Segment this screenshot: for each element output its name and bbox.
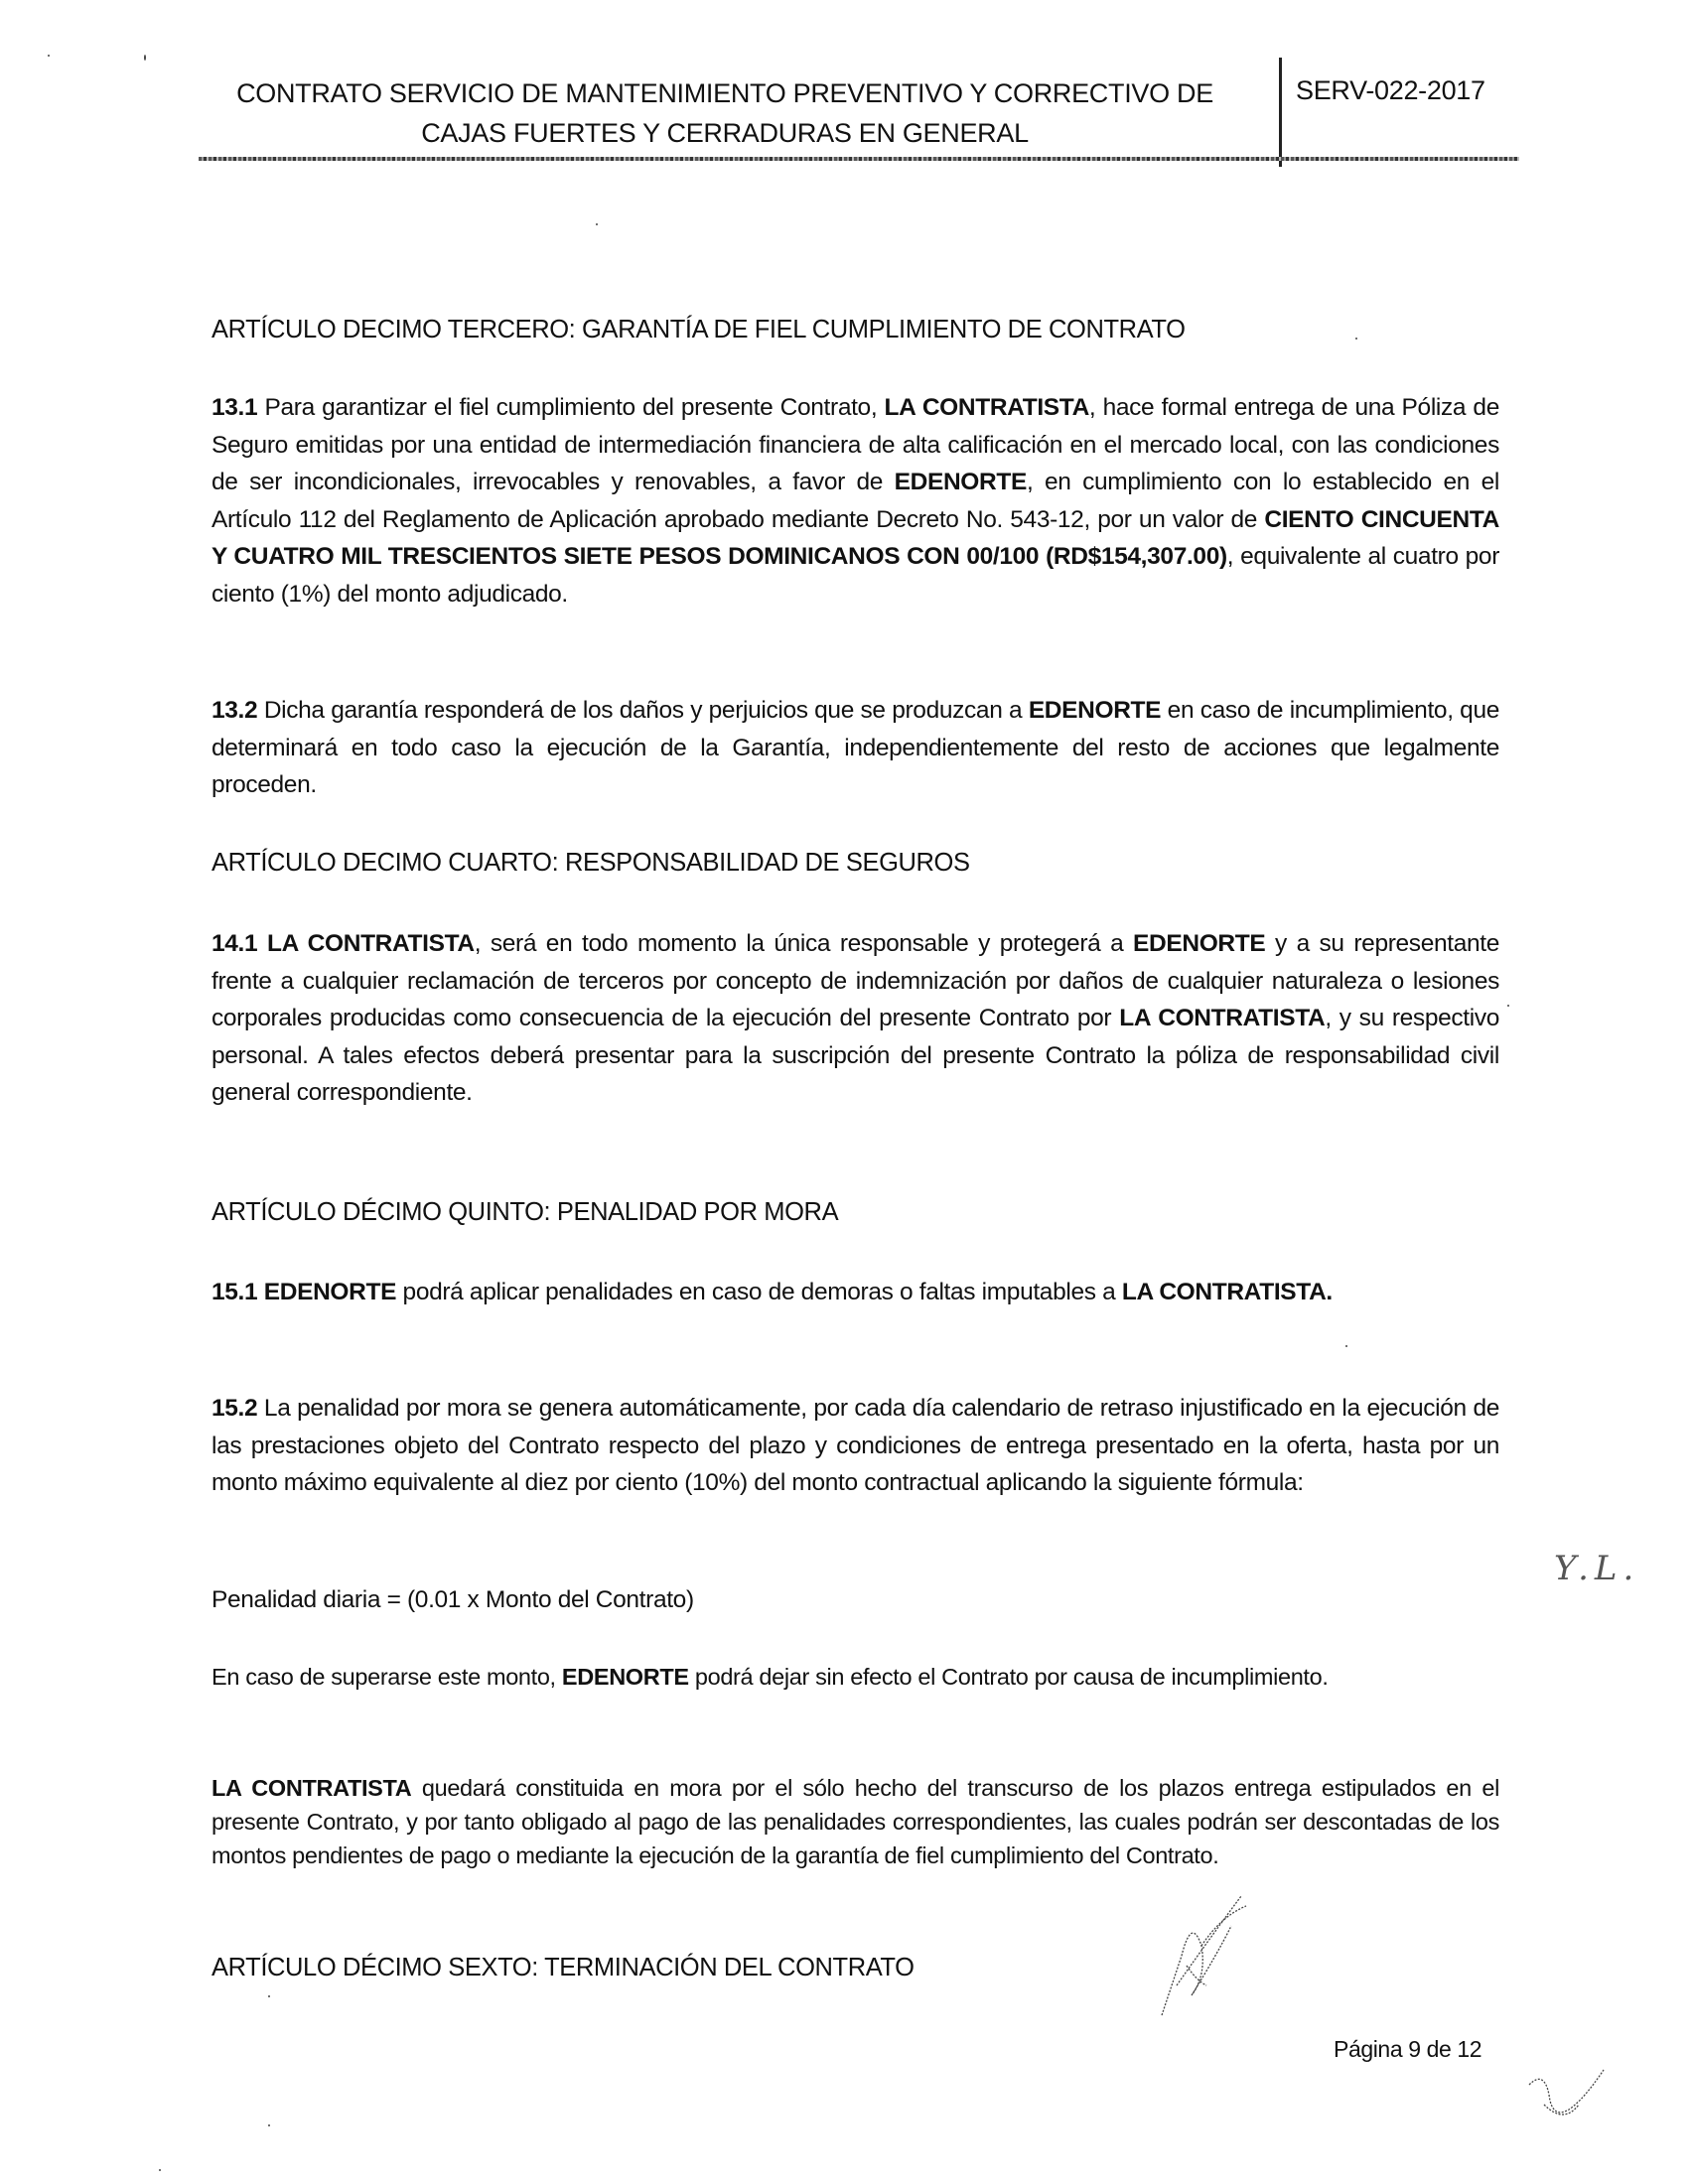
clause-15-2 bbox=[212, 1390, 1499, 1502]
clause-number: 13.1 bbox=[212, 394, 258, 421]
party-name: EDENORTE bbox=[257, 1279, 397, 1305]
clause-number: 15.1 bbox=[212, 1279, 258, 1305]
scan-speck bbox=[268, 1995, 270, 1997]
clause-number: 15.2 bbox=[212, 1395, 258, 1422]
clause-text: , en cumplimiento con lo establecido en el Artículo 112 del Reglamento de Aplicación aprobado mediante Decreto No. 543-12, por un valor de bbox=[212, 469, 1499, 533]
clause-text: podrá aplicar penalidades en caso de demoras o faltas imputables a bbox=[396, 1279, 1122, 1305]
clause-text: , y su respectivo personal. A tales efectos deberá presentar para la suscripción del presente Contrato la póliza de responsabilidad civil general correspondiente. bbox=[212, 1005, 1499, 1106]
header-separator bbox=[1279, 58, 1282, 167]
clause-number: 14.1 bbox=[212, 930, 258, 957]
header-title-line2: CAJAS FUERTES Y CERRADURAS EN GENERAL bbox=[421, 118, 1029, 148]
clause-13-2 bbox=[212, 692, 1499, 804]
clause-text: En caso de superarse este monto, bbox=[212, 1664, 562, 1690]
party-name: LA CONTRATISTA bbox=[1119, 1005, 1326, 1031]
scan-speck bbox=[1507, 1005, 1509, 1007]
penalty-formula: Penalidad diaria = (0.01 x Monto del Contrato) bbox=[212, 1586, 694, 1613]
clause-text: podrá dejar sin efecto el Contrato por causa de incumplimiento. bbox=[688, 1664, 1329, 1690]
party-name: LA CONTRATISTA bbox=[212, 1775, 412, 1801]
header-title bbox=[228, 73, 1221, 153]
party-name: EDENORTE bbox=[894, 469, 1027, 495]
clause-text: Dicha garantía responderá de los daños y perjuicios que se produzcan a bbox=[257, 697, 1029, 724]
clause-15-3 bbox=[212, 1660, 1499, 1694]
initial-scribble-icon bbox=[1524, 2065, 1614, 2134]
article-14-heading: ARTÍCULO DECIMO CUARTO: RESPONSABILIDAD DE SEGUROS bbox=[212, 849, 970, 877]
clause-text: en caso de incumplimiento, que determinará en todo caso la ejecución de la Garantía, independientemente del resto de acciones que legalmente proceden. bbox=[212, 697, 1499, 798]
scan-speck bbox=[1345, 1345, 1347, 1347]
scan-speck bbox=[1355, 338, 1357, 340]
scan-speck bbox=[268, 2124, 270, 2126]
article-16-heading: ARTÍCULO DÉCIMO SEXTO: TERMINACIÓN DEL CONTRATO bbox=[212, 1954, 915, 1981]
party-name: LA CONTRATISTA bbox=[884, 394, 1089, 421]
header-rule bbox=[199, 157, 1519, 161]
guarantee-amount: CIENTO CINCUENTA Y CUATRO MIL TRESCIENTOS SIETE PESOS DOMINICANOS CON 00/100 (RD$154,307.00) bbox=[212, 505, 1500, 570]
signature-icon bbox=[1122, 1886, 1261, 2035]
clause-text: y a su representante frente a cualquier reclamación de terceros por concepto de indemnización por daños de cualquier naturaleza o lesiones corporales producidas como consecuencia de la ejecución del presente Contrato por bbox=[212, 930, 1500, 1031]
scan-speck bbox=[48, 55, 50, 57]
clause-number: 13.2 bbox=[212, 697, 258, 724]
scan-speck bbox=[159, 2169, 161, 2171]
party-name: EDENORTE bbox=[1133, 930, 1266, 957]
party-name: LA CONTRATISTA. bbox=[1121, 1279, 1333, 1305]
party-name: EDENORTE bbox=[561, 1664, 689, 1690]
party-name: EDENORTE bbox=[1028, 697, 1162, 724]
article-15-heading: ARTÍCULO DÉCIMO QUINTO: PENALIDAD POR MORA bbox=[212, 1198, 839, 1226]
clause-14-1 bbox=[212, 925, 1499, 1112]
clause-15-4 bbox=[212, 1771, 1499, 1872]
clause-text: La penalidad por mora se genera automáticamente, por cada día calendario de retraso injustificado en la ejecución de las prestaciones objeto del Contrato respecto del plazo y condiciones de entrega presentado en la oferta, hasta por un monto máximo equivalente al diez por ciento (10%) del monto contractual aplicando la siguiente fórmula: bbox=[212, 1395, 1499, 1496]
header-title-line1: CONTRATO SERVICIO DE MANTENIMIENTO PREVENTIVO Y CORRECTIVO DE bbox=[236, 78, 1213, 108]
clause-text: quedará constituida en mora por el sólo hecho del transcurso de los plazos entrega estipulados en el presente Contrato, y por tanto obligado al pago de las penalidades correspondientes, las cuales podrán ser descontadas de los montos pendientes de pago o mediante la ejecución de la garantía de fiel cumplimiento del Contrato. bbox=[212, 1775, 1499, 1868]
contract-code: SERV-022-2017 bbox=[1296, 75, 1485, 105]
margin-initials: Y.L. bbox=[1554, 1549, 1640, 1588]
clause-text: , será en todo momento la única responsable y protegerá a bbox=[474, 930, 1134, 957]
clause-15-1 bbox=[212, 1274, 1499, 1311]
scan-speck bbox=[596, 223, 598, 225]
page-number: Página 9 de 12 bbox=[1334, 2036, 1482, 2062]
scan-speck bbox=[144, 55, 146, 61]
clause-text: Para garantizar el fiel cumplimiento del presente Contrato, bbox=[257, 394, 885, 421]
clause-text: , hace formal entrega de una Póliza de Seguro emitidas por una entidad de intermediación financiera de alta calificación en el mercado local, con las condiciones de ser incondicionales, irrevocables y renovables, a favor de bbox=[212, 394, 1499, 495]
clause-text: , equivalente al cuatro por ciento (1%) del monto adjudicado. bbox=[212, 543, 1499, 608]
clause-13-1 bbox=[212, 389, 1499, 613]
article-13-heading: ARTÍCULO DECIMO TERCERO: GARANTÍA DE FIEL CUMPLIMIENTO DE CONTRATO bbox=[212, 316, 1186, 343]
party-name: LA CONTRATISTA bbox=[257, 930, 475, 957]
